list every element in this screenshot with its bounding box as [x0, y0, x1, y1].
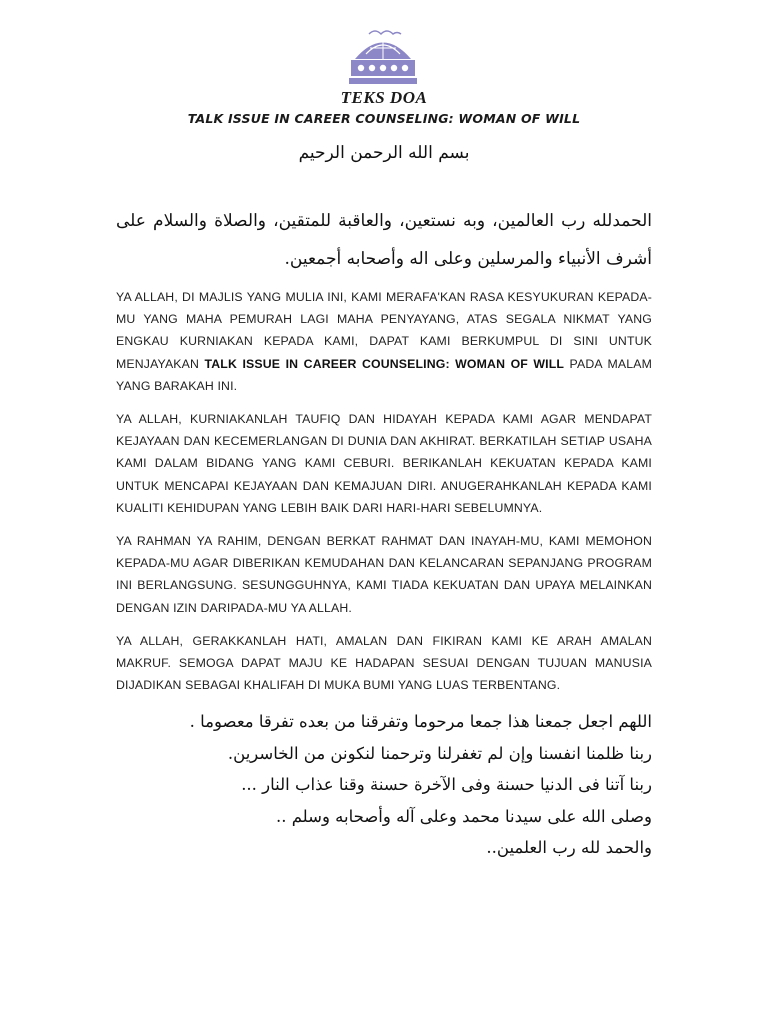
- document-subtitle: TALK ISSUE IN CAREER COUNSELING: WOMAN OF WILL: [187, 111, 581, 126]
- bismillah: بسم الله الرحمن الرحيم: [298, 143, 470, 163]
- paragraph-text: YA ALLAH, DI MAJLIS YANG MULIA INI, KAMI MERAFA'KAN RASA KESYUKURAN KEPADA-MU YANG MAHA PEMURAH LAGI MAHA PENYAYANG, ATAS SEGALA NIKMAT YANG ENGKAU KURNIAKAN KEPADA KAMI, DAPAT KAMI BERKUMPUL DI SINI UNTUK MENJAYAKAN: [116, 290, 652, 371]
- closing-prayers: [116, 706, 652, 864]
- paragraph-text: PADA MALAM YANG BARAKAH INI.: [116, 356, 653, 393]
- paragraph-rahmat: YA RAHMAN YA RAHIM, DENGAN BERKAT RAHMAT DAN INAYAH-MU, KAMI MEMOHON KEPADA-MU AGAR DIBERIKAN KEMUDAHAN DAN KELANCARAN SEPANJANG PROGRAM INI BERLANGSUNG. SESUNGGUHNYA, KAMI TIADA KEKUATAN DAN UPAYA MELAINKAN DENGAN IZIN DARIPADA-MU YA ALLAH.: [116, 534, 652, 615]
- paragraph-taufiq: YA ALLAH, KURNIAKANLAH TAUFIQ DAN HIDAYAH KEPADA KAMI AGAR MENDAPAT KEJAYAAN DAN KECEMERLANGAN DI DUNIA DAN AKHIRAT. BERKATILAH SETIAP USAHA KAMI DALAM BIDANG YANG KAMI CEBURI. BERIKANLAH KEKUATAN KEPADA KAMI UNTUK MENCAPAI KEJAYAAN DAN KEMAJUAN DIRI. ANUGERAHKANLAH KEPADA KAMI KUALITI KEHIDUPAN YANG LEBIH BAIK DARI HARI-HARI SEBELUMNYA.: [116, 412, 652, 515]
- closing-line: اللهم اجعل جمعنا هذا جمعا مرحوما وتفرقنا من بعده تفرقا معصوما .: [189, 712, 652, 731]
- arabic-opening: الحمدلله رب العالمين، وبه نستعين، والعاقبة للمتقين، والصلاة والسلام على أشرف الأنبياء والمرسلين وعلى اله وأصحابه أجمعين.: [116, 211, 652, 269]
- closing-line: ربنا آتنا فى الدنيا حسنة وفى الآخرة حسنة وقنا عذاب النار ...: [241, 775, 652, 794]
- paragraph-gratitude: [116, 286, 652, 397]
- event-name: TALK ISSUE IN CAREER COUNSELING: WOMAN OF WILL: [204, 356, 565, 371]
- closing-line: ربنا ظلمنا انفسنا وإن لم تغفرلنا وترحمنا لنكونن من الخاسرين.: [227, 743, 652, 763]
- closing-line: وصلى الله على سيدنا محمد وعلى آله وأصحابه وسلم ..: [275, 806, 652, 826]
- document-title: TEKS DOA: [340, 88, 428, 107]
- closing-line: والحمد لله رب العلمين..: [486, 838, 652, 857]
- mosque-dome-emblem-icon: [346, 26, 420, 86]
- paragraph-makruf: YA ALLAH, GERAKKANLAH HATI, AMALAN DAN FIKIRAN KAMI KE ARAH AMALAN MAKRUF. SEMOGA DAPAT MAJU KE HADAPAN SESUAI DENGAN TUJUAN MANUSIA DIJADIKAN SEBAGAI KHALIFAH DI MUKA BUMI YANG LUAS TERBENTANG.: [116, 634, 652, 693]
